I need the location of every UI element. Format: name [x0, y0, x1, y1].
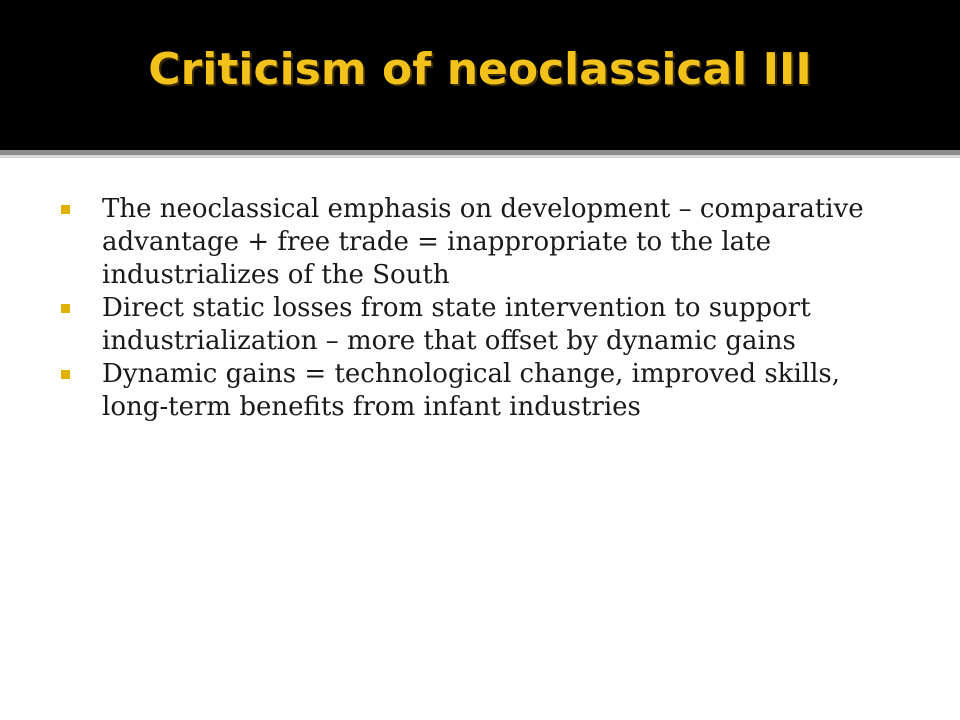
bullet-list	[60, 193, 880, 424]
square-bullet-icon	[61, 205, 70, 214]
bullet-item	[60, 292, 880, 358]
title-divider-shadow	[0, 155, 960, 158]
square-bullet-icon	[61, 370, 70, 379]
title-bar	[0, 0, 960, 150]
bullet-text: The neoclassical emphasis on development – comparative advantage + free trade = inappropriate to the late industrializes of the South	[102, 194, 864, 290]
bullet-text: Dynamic gains = technological change, improved skills, long-term benefits from infant industries	[102, 359, 840, 422]
bullet-item	[60, 193, 880, 292]
slide-title: Criticism of neoclassical III	[148, 43, 812, 95]
bullet-item	[60, 358, 880, 424]
bullet-text: Direct static losses from state intervention to support industrialization – more that offset by dynamic gains	[102, 293, 811, 356]
square-bullet-icon	[61, 304, 70, 313]
